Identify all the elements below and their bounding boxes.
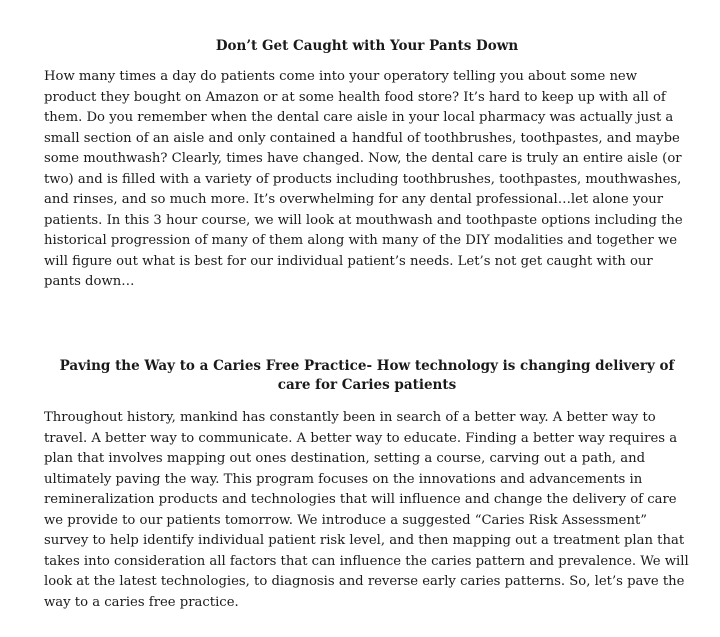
course-title: Don’t Get Caught with Your Pants Down	[215, 38, 519, 54]
course-section-pants-down	[44, 37, 690, 293]
course-section-caries-free	[44, 357, 690, 613]
course-description: How many times a day do patients come into your operatory telling you about some new product they bought on Amazon or at some health food store? It’s hard to keep up with all of them. Do you remember when the dental care aisle in your local pharmacy was actually just a small section of an aisle and only contained a handful of toothbrushes, toothpastes, and maybe some mouthwash? Clearly, times have changed. Now, the dental care is truly an entire aisle (or two) and is filled with a variety of products including toothbrushes, toothpastes, mouthwashes, and rinses, and so much more. It’s overwhelming for any dental professional…let alone your patients. In this 3 hour course, we will look at mouthwash and toothpaste options including the historical progression of many of them along with many of the DIY modalities and together we will figure out what is best for our individual patient’s needs. Let’s not get caught with our pants down…	[44, 69, 683, 289]
course-title: Paving the Way to a Caries Free Practice- How technology is changing delivery of care for Caries patients	[59, 358, 675, 393]
course-description: Throughout history, mankind has constantly been in search of a better way. A better way to travel. A better way to communicate. A better way to educate. Finding a better way requires a plan that involves mapping out ones destination, setting a course, carving out a path, and ultimately paving the way. This program focuses on the innovations and advancements in remineralization products and technologies that will influence and change the delivery of care we provide to our patients tomorrow. We introduce a suggested “Caries Risk Assessment” survey to help identify individual patient risk level, and then mapping out a treatment plan that takes into consideration all factors that can influence the caries pattern and prevalence. We will look at the latest technologies, to diagnosis and reverse early caries patterns. So, let’s pave the way to a caries free practice.	[44, 410, 689, 610]
